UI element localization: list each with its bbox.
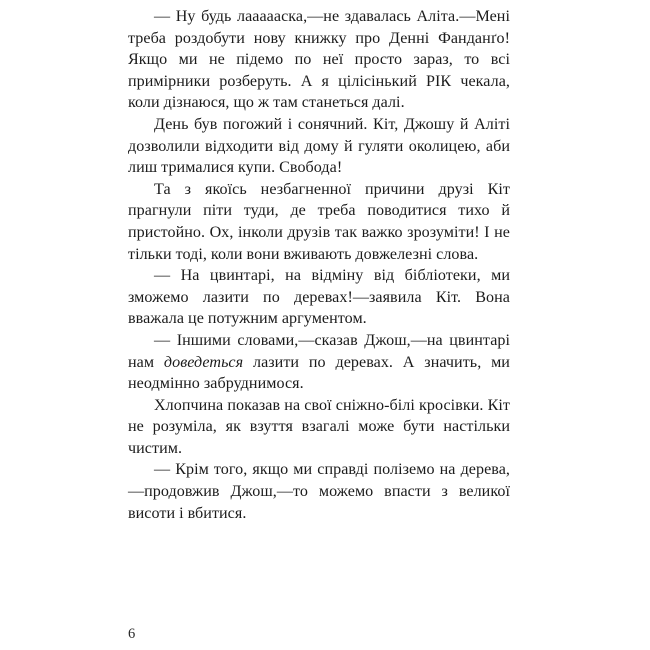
paragraph-1: — Ну будь лаааааска,—не здавалась Аліта.—Мені треба роздобути нову книжку про Денні Фанданґо! Якщо ми не підемо по неї просто зараз, то всі примірники розберуть. А я цілісінький РІК чекала, коли дізнаюся, що ж там станеться далі. bbox=[128, 8, 510, 112]
paragraph-3: Та з якоїсь незбагненної причини друзі Кіт прагнули піти туди, де треба поводитися тихо й пристойно. Ох, інколи друзів так важко зрозуміти! І не тільки тоді, коли вони вживають довжелезні слова. bbox=[128, 180, 510, 263]
paragraph-7: — Крім того, якщо ми справді поліземо на дерева,—продовжив Джош,—то можемо впасти з великої висоти і вбитися. bbox=[128, 461, 510, 522]
text-column bbox=[128, 6, 510, 524]
paragraph-5-segment-1: — Іншими словами,—сказав Джош,—на цвинтарі нам bbox=[128, 331, 510, 371]
paragraph-5-segment-3: лазити по деревах. А значить, ми неодмінно забруднимося. bbox=[128, 353, 510, 393]
paragraph-5-emphasis: доведеться bbox=[163, 353, 244, 371]
paragraph-4: — На цвинтарі, на відміну від бібліотеки, ми зможемо лазити по деревах!—заявила Кіт. Вона вважала це потужним аргументом. bbox=[128, 267, 510, 328]
page-number: 6 bbox=[128, 626, 136, 642]
paragraph-5 bbox=[128, 330, 510, 395]
paragraph-6: Хлопчина показав на свої сніжно-білі кросівки. Кіт не розуміла, як взуття взагалі може бути настільки чистим. bbox=[128, 396, 510, 457]
paragraph-2: День був погожий і сонячний. Кіт, Джошу й Аліті дозволили відходити від дому й гуляти околицею, аби лиш трималися купи. Свобода! bbox=[128, 115, 510, 177]
